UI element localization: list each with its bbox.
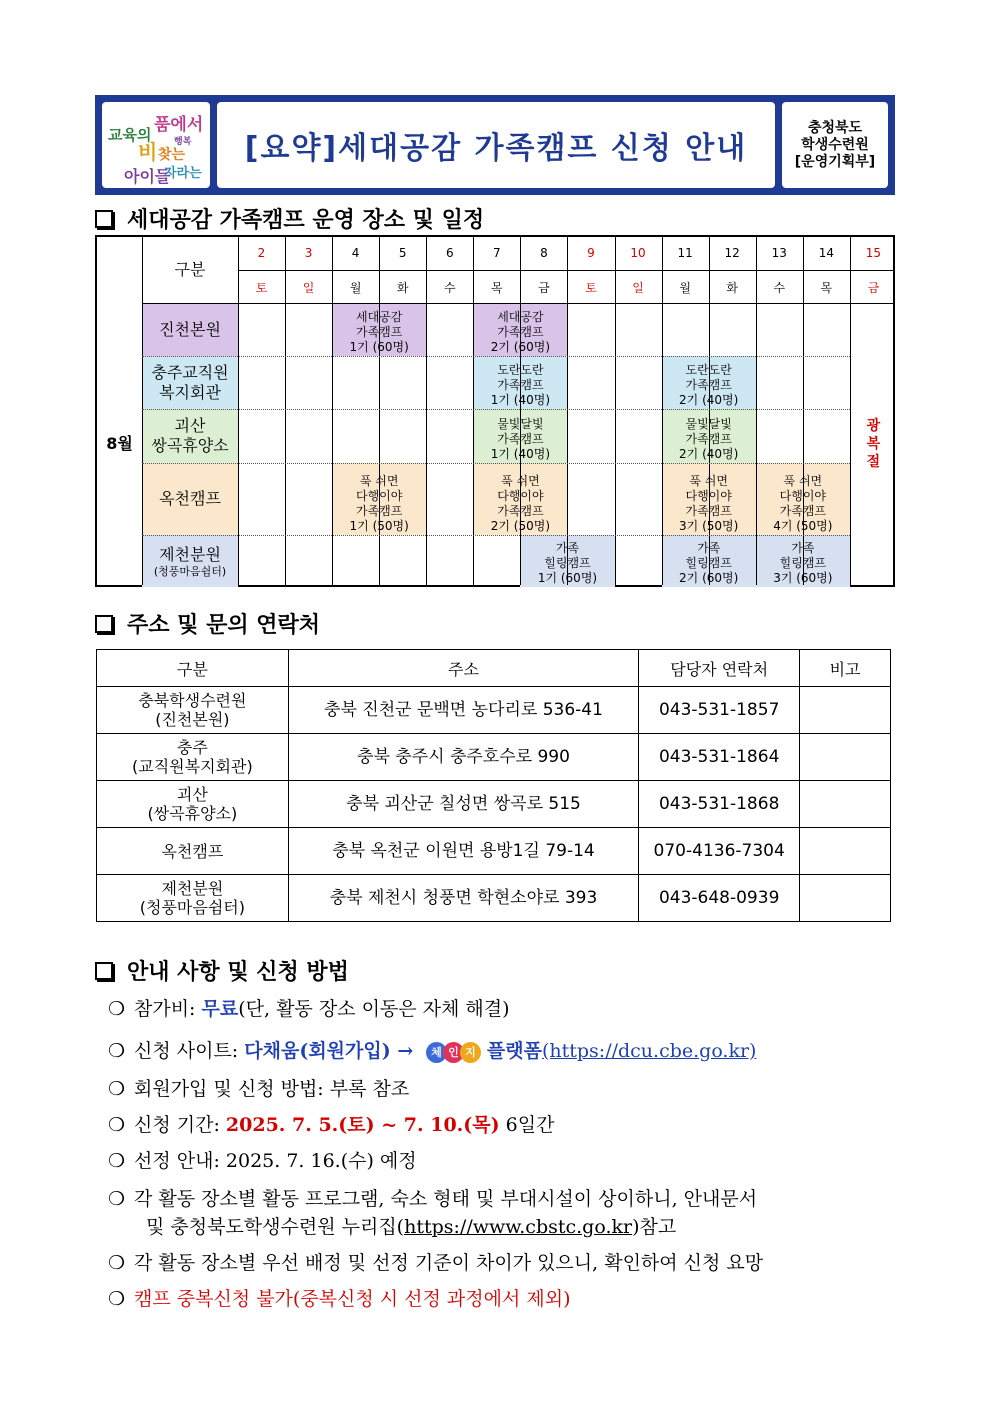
- day-number: 3: [304, 246, 313, 260]
- bullet-circle-icon: ❍: [108, 1078, 126, 1100]
- day-number: 14: [818, 246, 834, 260]
- logo-text-4: 찾는: [158, 147, 186, 163]
- event-line: 푹 쉬면: [783, 474, 823, 488]
- title-box: [217, 102, 775, 188]
- contact-name: 옥천캠프: [161, 841, 224, 861]
- note-fee: [108, 994, 510, 1021]
- bullet-circle-icon: ❍: [108, 1114, 126, 1136]
- note-period: [108, 1110, 554, 1137]
- grid-line: [709, 237, 710, 585]
- event-line: 4기 (50명): [773, 519, 833, 533]
- period-rest: 6일간: [499, 1114, 555, 1136]
- contact-phone: 043-531-1864: [639, 734, 800, 781]
- page-title: [요약]세대공감 가족캠프 신청 안내: [244, 131, 748, 166]
- contact-header-note: 비고: [800, 650, 891, 687]
- org-name: [795, 120, 875, 171]
- location-name: 옥천캠프: [159, 489, 221, 508]
- note-facility-cont: [146, 1212, 676, 1239]
- location-name: 괴산: [174, 416, 206, 435]
- event-line: 다행이야: [497, 489, 544, 503]
- checkbox-square-icon: [95, 962, 113, 980]
- platform-link[interactable]: (https://dcu.cbe.go.kr): [541, 1040, 757, 1062]
- grid-line: [142, 463, 850, 464]
- contact-row: [97, 734, 891, 781]
- day-number: 6: [445, 246, 454, 260]
- fee-label: 참가비:: [134, 998, 202, 1020]
- grid-line: [285, 237, 286, 585]
- grid-line: [379, 237, 380, 585]
- section-contact-title: 주소 및 문의 연락처: [127, 613, 320, 638]
- logo-text-7: 자라는: [164, 166, 202, 181]
- chaeinji-badge-icon: [426, 1042, 481, 1063]
- event-line: 도란도란: [497, 363, 544, 377]
- day-name: 화: [726, 281, 738, 295]
- event-line: 가족캠프: [356, 504, 403, 518]
- logo-text-1: 교육의: [108, 126, 152, 144]
- contact-sub: (진천본원): [155, 710, 230, 729]
- contact-address: 충북 옥천군 이원면 용방1길 79-14: [288, 828, 639, 875]
- location-name: 제천분원: [159, 544, 221, 564]
- site-value: 다채움(회원가입): [244, 1040, 391, 1062]
- day-number: 7: [493, 246, 501, 260]
- bullet-circle-icon: ❍: [108, 1288, 126, 1310]
- contact-header-row: [97, 650, 891, 687]
- grid-line: [803, 237, 804, 585]
- event-line: 2기 (40명): [679, 393, 739, 407]
- grid-line: [426, 237, 427, 585]
- contact-note: [800, 687, 891, 734]
- contact-category: [97, 734, 289, 781]
- contact-sub: (교직원복지회관): [132, 757, 253, 776]
- grid-line: [756, 237, 757, 585]
- contact-name: 괴산: [176, 785, 208, 804]
- contact-note: [800, 781, 891, 828]
- day-name: 화: [396, 281, 409, 295]
- contact-row: [97, 875, 891, 922]
- location-cell: [142, 303, 238, 356]
- event-line: 2기 (40명): [679, 447, 739, 461]
- event-line: 1기 (50명): [349, 519, 409, 533]
- day-name: 월: [349, 281, 362, 295]
- location-cell: [142, 463, 238, 535]
- section-guide-heading: [95, 955, 349, 986]
- day-number: 11: [677, 246, 693, 260]
- day-name: 토: [585, 281, 597, 295]
- day-name: 월: [679, 281, 691, 295]
- badge-char-1: 체: [426, 1042, 447, 1063]
- event-line: 2기 (60명): [490, 340, 551, 354]
- event-line: 가족캠프: [685, 432, 732, 446]
- event-line: 푹 쉬면: [359, 474, 399, 488]
- event-line: 가족: [697, 541, 721, 555]
- contact-address: 충북 진천군 문백면 농다리로 536-41: [288, 687, 639, 734]
- event-line: 힐링캠프: [779, 556, 827, 570]
- contact-row: [97, 828, 891, 875]
- checkbox-square-icon: [95, 210, 113, 228]
- contact-name: 충주: [176, 738, 208, 757]
- grid-line: [238, 270, 893, 271]
- event-line: 가족캠프: [779, 504, 827, 518]
- event-line: 가족: [555, 541, 580, 555]
- contact-phone: 043-531-1868: [639, 781, 800, 828]
- grid-line: [662, 237, 663, 585]
- day-name: 수: [443, 281, 456, 295]
- grid-line: [473, 237, 474, 585]
- fee-rest: (단, 활동 장소 이동은 자체 해결): [238, 998, 510, 1020]
- event-line: 가족캠프: [497, 432, 544, 446]
- event-line: 2기 (60명): [679, 571, 739, 585]
- note-signup: [108, 1074, 409, 1101]
- org-line-2: 학생수련원: [801, 136, 869, 153]
- event-line: 힐링캠프: [685, 556, 732, 570]
- event-line: 가족캠프: [497, 325, 544, 339]
- contact-address: 충북 괴산군 칠성면 쌍곡로 515: [288, 781, 639, 828]
- location-name: 복지회관: [159, 382, 221, 402]
- day-number: 5: [398, 246, 407, 260]
- day-name: 일: [632, 281, 644, 295]
- signup-text: 회원가입 및 신청 방법: 부록 참조: [134, 1078, 410, 1100]
- location-sub: (청풍마음쉼터): [153, 564, 227, 578]
- contact-note: [800, 734, 891, 781]
- day-number: 9: [587, 246, 595, 260]
- event-line: 3기 (50명): [679, 519, 739, 533]
- logo-text-2: 품에서: [154, 115, 204, 135]
- note-announce: [108, 1146, 417, 1173]
- location-cell: [142, 356, 238, 409]
- event-line: 가족: [791, 541, 815, 555]
- event-line: 푹 쉬면: [501, 474, 540, 488]
- event-line: 가족캠프: [497, 378, 544, 392]
- grid-line: [615, 237, 616, 585]
- event-line: 1기 (40명): [490, 447, 551, 461]
- event-line: 다행이야: [356, 489, 403, 503]
- bullet-circle-icon: ❍: [108, 1040, 126, 1062]
- period-value: 2025. 7. 5.(토) ~ 7. 10.(목): [225, 1114, 500, 1136]
- day-name: 수: [773, 281, 786, 295]
- contact-category: [97, 781, 289, 828]
- grid-line: [238, 237, 239, 585]
- day-number: 15: [865, 246, 882, 260]
- contact-note: [800, 875, 891, 922]
- facility-link[interactable]: https://www.cbstc.go.kr: [404, 1216, 633, 1238]
- day-number: 4: [351, 246, 360, 260]
- event-line: 세대공감: [497, 310, 544, 324]
- location-cell: [142, 535, 238, 587]
- schedule-header-label: 구분: [174, 260, 206, 279]
- grid-line: [567, 237, 568, 585]
- header-banner: [95, 95, 895, 195]
- event-line: 1기 (60명): [349, 340, 409, 354]
- contact-address: 충북 제천시 청풍면 학현소야로 393: [288, 875, 639, 922]
- bullet-circle-icon: ❍: [108, 998, 126, 1020]
- holiday-char: 절: [866, 454, 881, 470]
- contact-note: [800, 828, 891, 875]
- event-line: 다행이야: [779, 489, 827, 503]
- day-number: 10: [630, 246, 646, 260]
- note-facility: [108, 1184, 757, 1211]
- day-name: 목: [491, 281, 503, 295]
- bullet-circle-icon: ❍: [108, 1188, 126, 1210]
- contact-name: 충북학생수련원: [138, 691, 247, 710]
- org-box: [782, 102, 888, 188]
- logo: [102, 102, 210, 188]
- grid-line: [520, 237, 521, 585]
- period-label: 신청 기간:: [134, 1114, 226, 1136]
- facility-line-2a: 및 충청북도학생수련원 누리집(: [146, 1216, 405, 1238]
- facility-line-1: 각 활동 장소별 활동 프로그램, 숙소 형태 및 부대시설이 상이하니, 안내문서: [134, 1188, 758, 1210]
- grid-line: [142, 356, 850, 357]
- event-line: 세대공감: [356, 310, 403, 324]
- day-name: 목: [820, 281, 833, 295]
- grid-line: [142, 237, 143, 585]
- event-line: 도란도란: [685, 363, 732, 377]
- grid-line: [850, 237, 851, 585]
- logo-text-3: 행복: [174, 137, 192, 147]
- note-criteria: [108, 1248, 763, 1275]
- bullet-circle-icon: ❍: [108, 1150, 126, 1172]
- contact-header-address: 주소: [288, 650, 639, 687]
- event-line: 푹 쉬면: [689, 474, 728, 488]
- event-line: 가족캠프: [685, 504, 732, 518]
- day-number: 2: [257, 246, 266, 260]
- event-line: 다행이야: [685, 489, 732, 503]
- day-name: 토: [255, 281, 268, 295]
- contact-phone: 043-648-0939: [639, 875, 800, 922]
- checkbox-square-icon: [95, 615, 113, 633]
- event-line: 가족캠프: [356, 325, 403, 339]
- location-name: 진천본원: [159, 319, 221, 339]
- contact-phone: 043-531-1857: [639, 687, 800, 734]
- section-guide-title: 안내 사항 및 신청 방법: [127, 960, 349, 985]
- logo-text-5: 비: [138, 140, 158, 164]
- grid-line: [142, 409, 850, 410]
- fee-value: 무료: [201, 998, 239, 1020]
- contact-sub: (청풍마음쉼터): [139, 898, 245, 917]
- event-line: 가족캠프: [497, 504, 544, 518]
- day-name: 금: [538, 281, 550, 295]
- holiday-char: 복: [866, 436, 881, 452]
- contact-category: [97, 828, 289, 875]
- event-line: 2기 (50명): [490, 519, 551, 533]
- badge-char-3: 지: [460, 1042, 481, 1063]
- site-label: 신청 사이트:: [134, 1040, 245, 1062]
- contact-header-phone: 담당자 연락처: [639, 650, 800, 687]
- logo-text-6: 아이들: [124, 167, 171, 186]
- holiday-char: 광: [866, 418, 881, 434]
- contact-name: 제천분원: [161, 879, 224, 898]
- contact-address: 충북 충주시 충주호수로 990: [288, 734, 639, 781]
- schedule-grid: [95, 235, 895, 587]
- grid-line: [142, 535, 850, 536]
- logo-art: [102, 102, 210, 188]
- month-label: 8월: [106, 434, 133, 453]
- criteria-text: 각 활동 장소별 우선 배정 및 선정 기준이 차이가 있으니, 확인하여 신청 요망: [134, 1252, 764, 1274]
- event-line: 3기 (60명): [773, 571, 833, 585]
- announce-text: 선정 안내: 2025. 7. 16.(수) 예정: [134, 1150, 417, 1172]
- note-duplicate: [108, 1284, 571, 1311]
- day-number: 12: [724, 246, 740, 260]
- badge-char-2: 인: [443, 1042, 464, 1063]
- event-line: 1기 (40명): [490, 393, 551, 407]
- event-line: 가족캠프: [685, 378, 732, 392]
- day-number: 13: [771, 246, 787, 260]
- holiday-label: [850, 303, 897, 585]
- duplicate-text: 캠프 중복신청 불가(중복신청 시 선정 과정에서 제외): [134, 1288, 571, 1310]
- contact-category: [97, 875, 289, 922]
- contact-table: [96, 649, 891, 922]
- location-cell: [142, 409, 238, 463]
- location-name: 충주교직원: [151, 362, 229, 382]
- grid-line: [142, 303, 893, 304]
- day-name: 금: [867, 281, 880, 295]
- facility-line-2b: )참고: [632, 1216, 677, 1238]
- contact-category: [97, 687, 289, 734]
- day-number: 8: [540, 246, 548, 260]
- contact-header-category: 구분: [97, 650, 289, 687]
- contact-phone: 070-4136-7304: [639, 828, 800, 875]
- platform-label: 플랫폼: [486, 1040, 542, 1062]
- contact-row: [97, 781, 891, 828]
- contact-sub: (쌍곡휴양소): [147, 804, 238, 823]
- section-contact-heading: [95, 608, 320, 639]
- event-line: 힐링캠프: [544, 556, 591, 570]
- location-name: 쌍곡휴양소: [151, 436, 229, 455]
- org-line-3: [운영기획부]: [794, 153, 876, 170]
- grid-line: [332, 237, 333, 585]
- contact-row: [97, 687, 891, 734]
- event-line: 물빛달빛: [497, 417, 544, 431]
- org-line-1: 충청북도: [807, 119, 863, 136]
- section-schedule-heading: [95, 203, 484, 234]
- day-name: 일: [302, 281, 315, 295]
- event-line: 물빛달빛: [685, 417, 732, 431]
- event-line: 1기 (60명): [537, 571, 598, 585]
- bullet-circle-icon: ❍: [108, 1252, 126, 1274]
- note-site: [108, 1036, 756, 1063]
- section-schedule-title: 세대공감 가족캠프 운영 장소 및 일정: [127, 208, 485, 233]
- arrow-right-icon: →: [390, 1040, 420, 1062]
